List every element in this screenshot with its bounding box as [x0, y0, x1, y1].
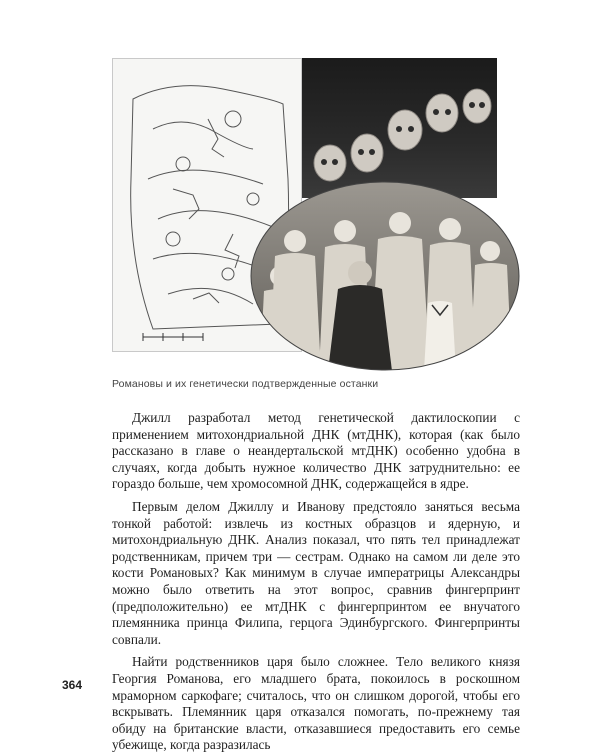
figure — [112, 58, 520, 370]
page-number: 364 — [62, 678, 83, 692]
paragraph: Первым делом Джиллу и Иванову предстояло заняться весьма тонкой работой: извлечь из костных образцов и ядерную, и митохондриальную ДНК. Анализ показал, что пять тел принадлежат родственникам, причем три — сестрам. Однако на самом ли деле это кости Романовых? Как минимум в случае императрицы Александры можно было ответить на этот вопрос, сравнив фингерпринт (предположительно) ее мтДНК с фингерпринтом ее внучатого племянника принца Филипа, герцога Эдинбургского. Фингерпринты совпали. — [112, 498, 520, 647]
body-text — [112, 410, 520, 754]
portrait-drawing — [250, 181, 520, 371]
skulls-photo — [302, 58, 497, 198]
paragraph: Найти родственников царя было сложнее. Тело великого князя Георгия Романова, его младшего брата, покоилось в роскошном мраморном саркофаге; считалось, что он слишком дорогой, чтобы его вскрывать. Племянник царя отказался помогать, по-прежнему тая обиду на британские власти, отказавшиеся предоставить его семье убежище, когда разразилась — [112, 654, 520, 753]
skulls-drawing — [302, 58, 497, 198]
romanov-family-portrait — [250, 181, 520, 371]
figure-caption: Романовы и их генетически подтвержденные останки — [112, 378, 379, 390]
paragraph: Джилл разработал метод генетической дактилоскопии с применением митохондриальной ДНК (мтДНК), которая (как было рассказано в главе о неандертальской мтДНК) особенно удобна в случаях, когда добыть нужное количество ДНК затруднительно: ее гораздо больше, чем хромосомной ДНК, содержащейся в ядре. — [112, 410, 520, 492]
